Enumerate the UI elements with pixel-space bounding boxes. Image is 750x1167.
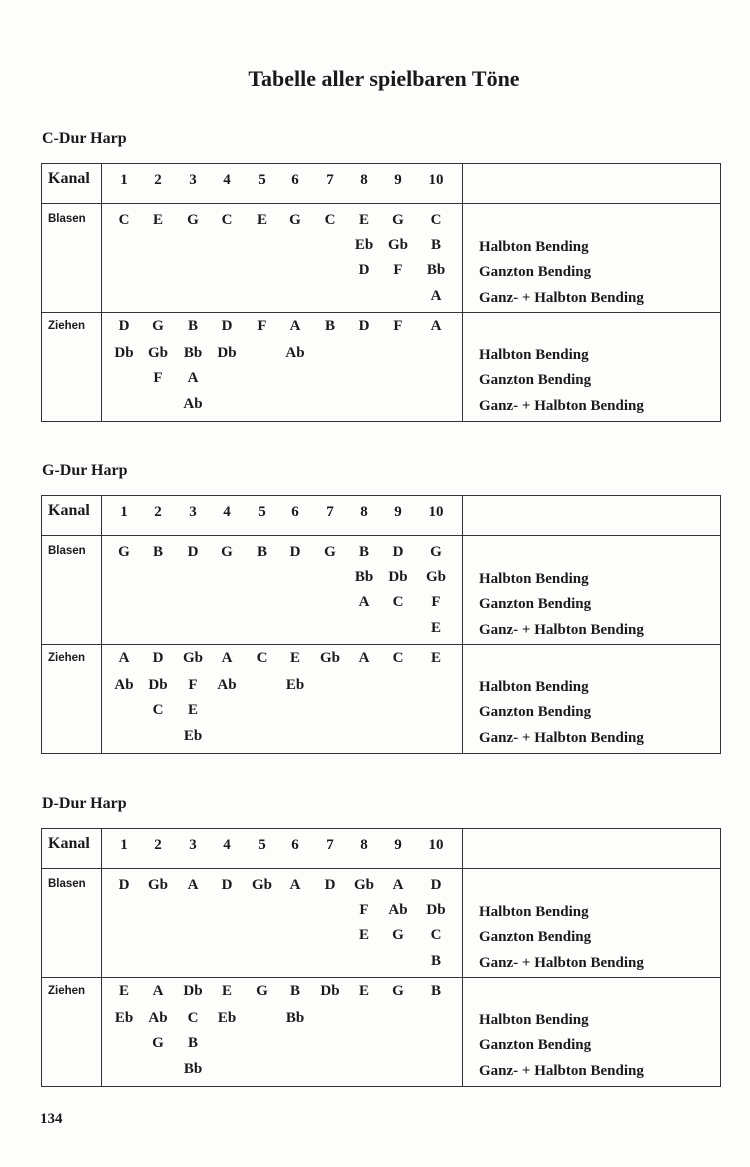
header-separator: [41, 868, 721, 869]
draw-note: G: [152, 318, 164, 334]
draw-note: D: [221, 318, 233, 334]
blow-note: Gb: [353, 877, 374, 893]
blow-note: E: [430, 620, 441, 636]
draw-note: Db: [320, 983, 340, 999]
table-border-bottom: [41, 421, 721, 422]
draw-note: B: [187, 318, 198, 334]
blow-note: C: [324, 212, 336, 228]
table-border-left: [41, 828, 42, 1086]
draw-bending-label: Ganzton Bending: [479, 372, 592, 388]
draw-note: Db: [114, 345, 134, 361]
blow-note: Eb: [354, 237, 374, 253]
blow-label: Blasen: [48, 545, 86, 557]
draw-note: G: [152, 1035, 164, 1051]
blow-note: A: [430, 288, 442, 304]
table-border-right: [720, 828, 721, 1086]
draw-note: F: [257, 318, 267, 334]
draw-bending-label: Halbton Bending: [479, 679, 589, 695]
channel-number: 6: [291, 837, 299, 853]
channel-number: 3: [189, 172, 197, 188]
blow-bending-label: Halbton Bending: [479, 571, 589, 587]
channel-number: 7: [326, 172, 334, 188]
blow-note: G: [392, 212, 404, 228]
channel-number: 5: [258, 172, 266, 188]
draw-note: E: [430, 650, 441, 666]
channel-number: 3: [189, 504, 197, 520]
draw-note: A: [289, 318, 301, 334]
draw-note: Eb: [114, 1010, 134, 1026]
blow-note: Bb: [354, 569, 374, 585]
draw-note: B: [430, 983, 441, 999]
blow-note: G: [289, 212, 301, 228]
label-column-divider: [101, 163, 102, 421]
draw-note: Eb: [285, 677, 305, 693]
blow-note: D: [289, 544, 301, 560]
kanal-label: Kanal: [48, 835, 90, 852]
blow-note: F: [431, 594, 441, 610]
draw-note: Eb: [183, 728, 203, 744]
channel-number: 9: [394, 172, 402, 188]
draw-note: Ab: [114, 677, 134, 693]
blow-note: C: [118, 212, 130, 228]
blow-note: C: [392, 594, 404, 610]
section-title-g-dur: G-Dur Harp: [42, 462, 128, 479]
blow-note: G: [324, 544, 336, 560]
blow-note: Gb: [387, 237, 408, 253]
draw-note: D: [152, 650, 164, 666]
blow-note: B: [430, 953, 441, 969]
blow-note: Db: [388, 569, 408, 585]
draw-note: E: [118, 983, 129, 999]
section-title-c-dur: C-Dur Harp: [42, 130, 127, 147]
channel-number: 5: [258, 504, 266, 520]
blow-note: C: [221, 212, 233, 228]
bending-column-divider: [462, 495, 463, 753]
draw-bending-label: Ganzton Bending: [479, 1037, 592, 1053]
draw-note: Bb: [183, 1061, 203, 1077]
note-table-c-dur: [41, 163, 721, 421]
note-table-d-dur: [41, 828, 721, 1086]
blow-note: Gb: [147, 877, 168, 893]
channel-number: 1: [120, 172, 128, 188]
draw-note: A: [358, 650, 370, 666]
blow-note: D: [118, 877, 130, 893]
blow-note: G: [392, 927, 404, 943]
section-title-d-dur: D-Dur Harp: [42, 795, 127, 812]
channel-number: 5: [258, 837, 266, 853]
channel-number: 10: [428, 172, 444, 188]
channel-number: 8: [360, 172, 368, 188]
blow-note: A: [358, 594, 370, 610]
blow-note: D: [392, 544, 404, 560]
blow-note: E: [256, 212, 267, 228]
blow-note: A: [392, 877, 404, 893]
table-border-top: [41, 495, 721, 496]
draw-note: C: [256, 650, 268, 666]
blow-note: G: [221, 544, 233, 560]
draw-note: Bb: [285, 1010, 305, 1026]
blow-note: Gb: [251, 877, 272, 893]
blow-bending-label: Ganz- + Halbton Bending: [479, 955, 644, 971]
channel-number: 6: [291, 504, 299, 520]
channel-number: 9: [394, 504, 402, 520]
blow-note: Bb: [426, 262, 446, 278]
blow-note: B: [358, 544, 369, 560]
draw-note: F: [393, 318, 403, 334]
draw-bending-label: Ganz- + Halbton Bending: [479, 730, 644, 746]
draw-note: Ab: [148, 1010, 168, 1026]
blow-note: A: [289, 877, 301, 893]
blow-bending-label: Ganzton Bending: [479, 264, 592, 280]
header-separator: [41, 203, 721, 204]
blow-bending-label: Halbton Bending: [479, 904, 589, 920]
draw-note: Db: [148, 677, 168, 693]
blow-note: D: [430, 877, 442, 893]
channel-number: 2: [154, 837, 162, 853]
draw-note: Eb: [217, 1010, 237, 1026]
draw-note: F: [153, 370, 163, 386]
draw-bending-label: Ganz- + Halbton Bending: [479, 398, 644, 414]
blow-note: B: [256, 544, 267, 560]
draw-note: F: [188, 677, 198, 693]
draw-note: A: [221, 650, 233, 666]
blow-note: B: [430, 237, 441, 253]
page-number: 134: [40, 1111, 63, 1127]
page-title: Tabelle aller spielbaren Töne: [248, 66, 520, 91]
draw-note: A: [187, 370, 199, 386]
channel-number: 1: [120, 504, 128, 520]
kanal-label: Kanal: [48, 170, 90, 187]
blow-note: D: [358, 262, 370, 278]
draw-note: B: [187, 1035, 198, 1051]
blow-note: G: [430, 544, 442, 560]
table-border-right: [720, 163, 721, 421]
draw-note: G: [392, 983, 404, 999]
blow-note: D: [324, 877, 336, 893]
draw-note: E: [358, 983, 369, 999]
blow-note: A: [187, 877, 199, 893]
channel-number: 4: [223, 837, 231, 853]
header-separator: [41, 535, 721, 536]
blow-note: E: [358, 212, 369, 228]
channel-number: 7: [326, 837, 334, 853]
draw-label: Ziehen: [48, 320, 86, 332]
channel-number: 1: [120, 837, 128, 853]
table-border-left: [41, 495, 42, 753]
draw-note: C: [392, 650, 404, 666]
blow-note: E: [152, 212, 163, 228]
draw-note: Gb: [319, 650, 340, 666]
draw-note: C: [187, 1010, 199, 1026]
channel-number: 9: [394, 837, 402, 853]
blow-note: F: [359, 902, 369, 918]
blow-draw-separator: [41, 644, 721, 645]
channel-number: 3: [189, 837, 197, 853]
kanal-label: Kanal: [48, 502, 90, 519]
draw-note: B: [324, 318, 335, 334]
channel-number: 10: [428, 504, 444, 520]
draw-note: D: [118, 318, 130, 334]
blow-note: G: [118, 544, 130, 560]
blow-bending-label: Ganzton Bending: [479, 596, 592, 612]
draw-note: E: [289, 650, 300, 666]
channel-number: 6: [291, 172, 299, 188]
channel-number: 10: [428, 837, 444, 853]
blow-label: Blasen: [48, 878, 86, 890]
draw-label: Ziehen: [48, 652, 86, 664]
blow-note: E: [358, 927, 369, 943]
blow-bending-label: Ganz- + Halbton Bending: [479, 290, 644, 306]
draw-note: Ab: [183, 396, 203, 412]
blow-note: F: [393, 262, 403, 278]
bending-column-divider: [462, 828, 463, 1086]
channel-number: 2: [154, 172, 162, 188]
blow-bending-label: Ganz- + Halbton Bending: [479, 622, 644, 638]
draw-note: A: [430, 318, 442, 334]
blow-note: D: [221, 877, 233, 893]
blow-note: Db: [426, 902, 446, 918]
table-border-right: [720, 495, 721, 753]
draw-note: E: [221, 983, 232, 999]
draw-note: Db: [217, 345, 237, 361]
draw-note: Ab: [217, 677, 237, 693]
draw-note: D: [358, 318, 370, 334]
draw-note: A: [152, 983, 164, 999]
table-border-bottom: [41, 753, 721, 754]
draw-note: Gb: [182, 650, 203, 666]
label-column-divider: [101, 495, 102, 753]
draw-note: Db: [183, 983, 203, 999]
blow-note: B: [152, 544, 163, 560]
blow-draw-separator: [41, 312, 721, 313]
blow-note: Gb: [425, 569, 446, 585]
draw-label: Ziehen: [48, 985, 86, 997]
note-table-g-dur: [41, 495, 721, 753]
blow-bending-label: Halbton Bending: [479, 239, 589, 255]
channel-number: 4: [223, 504, 231, 520]
bending-column-divider: [462, 163, 463, 421]
channel-number: 2: [154, 504, 162, 520]
draw-note: Gb: [147, 345, 168, 361]
table-border-bottom: [41, 1086, 721, 1087]
blow-bending-label: Ganzton Bending: [479, 929, 592, 945]
channel-number: 8: [360, 837, 368, 853]
table-border-left: [41, 163, 42, 421]
draw-note: Bb: [183, 345, 203, 361]
draw-bending-label: Ganz- + Halbton Bending: [479, 1063, 644, 1079]
draw-bending-label: Halbton Bending: [479, 347, 589, 363]
draw-note: C: [152, 702, 164, 718]
label-column-divider: [101, 828, 102, 1086]
draw-note: Ab: [285, 345, 305, 361]
table-border-top: [41, 828, 721, 829]
draw-note: E: [187, 702, 198, 718]
draw-note: A: [118, 650, 130, 666]
blow-label: Blasen: [48, 213, 86, 225]
blow-draw-separator: [41, 977, 721, 978]
channel-number: 7: [326, 504, 334, 520]
draw-bending-label: Ganzton Bending: [479, 704, 592, 720]
blow-note: D: [187, 544, 199, 560]
draw-bending-label: Halbton Bending: [479, 1012, 589, 1028]
blow-note: Ab: [388, 902, 408, 918]
draw-note: B: [289, 983, 300, 999]
blow-note: G: [187, 212, 199, 228]
blow-note: C: [430, 927, 442, 943]
channel-number: 4: [223, 172, 231, 188]
table-border-top: [41, 163, 721, 164]
channel-number: 8: [360, 504, 368, 520]
blow-note: C: [430, 212, 442, 228]
draw-note: G: [256, 983, 268, 999]
